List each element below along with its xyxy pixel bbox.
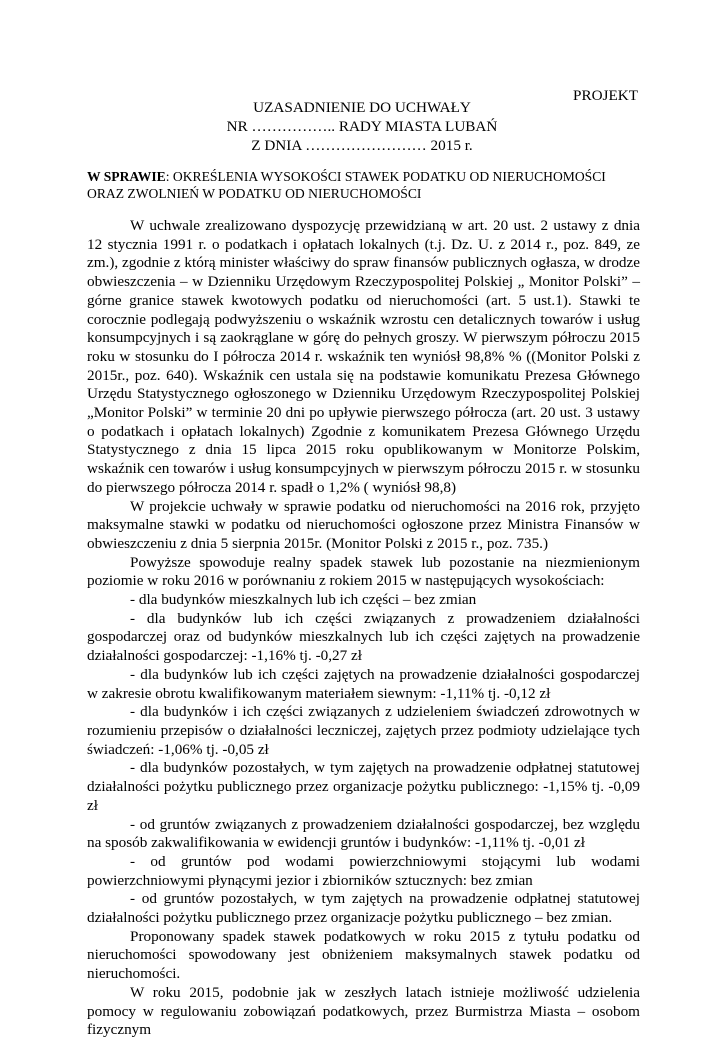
paragraph-legal-basis: W uchwale zrealizowano dyspozycję przewidzianą w art. 20 ust. 2 ustawy z dnia 12 stycznia 1991 r. o podatkach i opłatach lokalnych (t.j. Dz. U. z 2014 r., poz. 849, ze zm.), zgodnie z którą minister właściwy do spraw finansów publicznych ogłasza, w drodze obwieszczenia – w Dzienniku Urzędowym Rzeczypospolitej Polskiej „ Monitor Polski” – górne granice stawek kwotowych podatku od nieruchomości (art. 5 ust.1). Stawki te corocznie podlegają podwyższeniu o wskaźnik wzrostu cen detalicznych towarów i usług konsumpcyjnych i są zaokrąglane w górę do pełnych groszy. W pierwszym półroczu 2015 roku w stosunku do I półrocza 2014 r. wskaźnik ten wyniósł 98,8% % ((Monitor Polski z 2015r., poz. 640). Wskaźnik cen ustala się na podstawie komunikatu Prezesa Głównego Urzędu Statystycznego ogłoszonego w Dzienniku Urzędowym Rzeczypospolitej Polskiej „Monitor Polski” w terminie 20 dni po upływie pierwszego półrocza (art. 20 ust. 3 ustawy o podatkach i opłatach lokalnych) Zgodnie z komunikatem Prezesa Głównego Urzędu Statystycznego z dnia 15 lipca 2015 roku opublikowanym w Monitorze Polskim, wskaźnik cen towarów i usług konsumpcyjnych w pierwszym półroczu 2015 r. w stosunku do pierwszego półrocza 2014 r. spadł o 1,2% ( wyniósł 98,8) — [87, 217, 640, 496]
draft-stamp: PROJEKT — [573, 87, 638, 104]
subject-text: : OKREŚLENIA WYSOKOŚCI STAWEK PODATKU OD NIERUCHOMOŚCI ORAZ ZWOLNIEŃ W PODATKU OD NIERUCHOMOŚCI — [87, 169, 606, 201]
list-item-business-land: - od gruntów związanych z prowadzeniem działalności gospodarczej, bez względu na sposób zakwalifikowania w ewidencji gruntów i budynków: -1,11% tj. -0,01 zł — [87, 815, 640, 852]
heading-title: UZASADNIENIE DO UCHWAŁY — [253, 99, 471, 116]
document-heading — [0, 98, 724, 155]
list-item-other-buildings: - dla budynków pozostałych, w tym zajętych na prowadzenie odpłatnej statutowej działalności pożytku publicznego przez organizacje pożytku publicznego: -1,15% tj. -0,09 zł — [87, 759, 640, 814]
paragraph-draft-rates: W projekcie uchwały w sprawie podatku od nieruchomości na 2016 rok, przyjęto maksymalne stawki w podatku od nieruchomości ogłoszone przez Ministra Finansów w obwieszczeniu z dnia 5 sierpnia 2015r. (Monitor Polski z 2015 r., poz. 735.) — [87, 497, 640, 552]
list-item-water-land: - od gruntów pod wodami powierzchniowymi stojącymi lub wodami powierzchniowymi płynącymi jezior i zbiorników sztucznych: bez zmian — [87, 852, 640, 889]
list-item-other-land: - od gruntów pozostałych, w tym zajętych na prowadzenie odpłatnej statutowej działalności pożytku publicznego przez organizacje pożytku publicznego – bez zmian. — [87, 890, 640, 927]
list-item-health-services: - dla budynków i ich części związanych z udzieleniem świadczeń zdrowotnych w rozumieniu przepisów o działalności leczniczej, zajętych przez podmioty udzielające tych świadczeń: -1,06% tj. -0,05 zł — [87, 703, 640, 758]
list-item-business-buildings: - dla budynków lub ich części związanych z prowadzeniem działalności gospodarczej oraz od budynków mieszkalnych lub ich części zajętych na prowadzenie działalności gospodarczej: -1,16% tj. -0,27 zł — [87, 609, 640, 665]
heading-date: Z DNIA …………………… 2015 r. — [251, 137, 473, 154]
subject-label: W SPRAWIE — [87, 169, 166, 184]
list-item-seed-trade: - dla budynków lub ich części zajętych na prowadzenie działalności gospodarczej w zakresie obrotu kwalifikowanym materiałem siewnym: -1,11% tj. -0,12 zł — [87, 665, 640, 702]
heading-resolution-number: NR …………….. RADY MIASTA LUBAŃ — [226, 118, 498, 135]
paragraph-rate-decrease: Proponowany spadek stawek podatkowych w roku 2015 z tytułu podatku od nieruchomości spowodowany jest obniżeniem maksymalnych stawek podatku od nieruchomości. — [87, 927, 640, 983]
document-body — [87, 217, 640, 1040]
list-item-residential: - dla budynków mieszkalnych lub ich części – bez zmian — [130, 591, 477, 609]
paragraph-tax-relief: W roku 2015, podobnie jak w zeszłych latach istnieje możliwość udzielenia pomocy w regulowaniu zobowiązań podatkowych, przez Burmistrza Miasta – osobom fizycznym — [87, 983, 640, 1039]
paragraph-consequence-intro: Powyższe spowoduje realny spadek stawek lub pozostanie na niezmienionym poziomie w roku 2016 w porównaniu z rokiem 2015 w następujących wysokościach: — [87, 553, 640, 590]
subject-line — [87, 168, 640, 202]
